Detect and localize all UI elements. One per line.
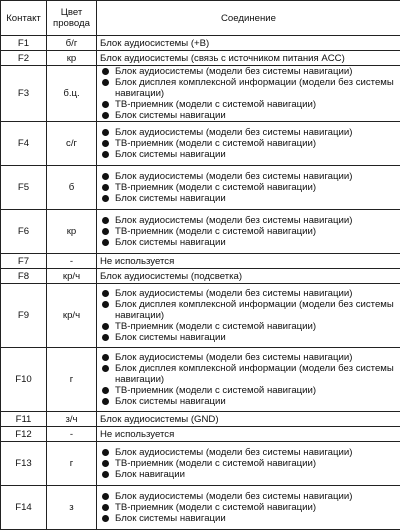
header-row (1, 1, 400, 36)
table-row (1, 269, 400, 284)
list-item: Блок системы навигации (100, 149, 397, 160)
table-row (1, 486, 400, 530)
list-item: ТВ-приемник (модели с системой навигации) (100, 138, 397, 149)
list-item: Блок аудиосистемы (модели без системы навигации) (100, 66, 397, 77)
contact-cell: F8 (1, 269, 47, 284)
wire-color-cell: кр/ч (47, 269, 97, 284)
connection-cell (97, 166, 400, 210)
connection-cell (97, 66, 400, 122)
table-row (1, 210, 400, 254)
list-item: Блок дисплея комплексной информации (модели без системы навигации) (100, 299, 397, 321)
wire-color-cell: кр (47, 210, 97, 254)
list-item: Блок системы навигации (100, 237, 397, 248)
table-row (1, 427, 400, 442)
list-item: ТВ-приемник (модели с системой навигации) (100, 99, 397, 110)
list-item: Блок аудиосистемы (модели без системы навигации) (100, 215, 397, 226)
table-row (1, 166, 400, 210)
connection-cell (97, 284, 400, 348)
connection-cell (97, 348, 400, 412)
contact-cell: F5 (1, 166, 47, 210)
contact-cell: F13 (1, 442, 47, 486)
table-row (1, 36, 400, 51)
table-body (1, 36, 400, 530)
contact-cell: F10 (1, 348, 47, 412)
list-item: Блок системы навигации (100, 396, 397, 407)
table-row (1, 254, 400, 269)
contact-cell: F4 (1, 122, 47, 166)
table-row (1, 348, 400, 412)
contact-cell: F6 (1, 210, 47, 254)
table-row (1, 51, 400, 66)
connection-list (100, 288, 397, 343)
connection-list (100, 66, 397, 121)
wire-color-cell: - (47, 427, 97, 442)
list-item: ТВ-приемник (модели с системой навигации) (100, 226, 397, 237)
list-item: Блок системы навигации (100, 513, 397, 524)
wire-color-cell: г (47, 442, 97, 486)
wire-color-cell: б (47, 166, 97, 210)
contact-cell: F3 (1, 66, 47, 122)
wire-color-cell: б.ц. (47, 66, 97, 122)
table-row (1, 66, 400, 122)
list-item: ТВ-приемник (модели с системой навигации) (100, 458, 397, 469)
table-row (1, 412, 400, 427)
table-row (1, 284, 400, 348)
wire-color-cell: кр (47, 51, 97, 66)
list-item: Блок аудиосистемы (модели без системы навигации) (100, 288, 397, 299)
list-item: ТВ-приемник (модели с системой навигации) (100, 321, 397, 332)
contact-cell: F2 (1, 51, 47, 66)
wire-color-cell: - (47, 254, 97, 269)
wire-color-cell: з (47, 486, 97, 530)
list-item: Блок аудиосистемы (модели без системы навигации) (100, 171, 397, 182)
list-item: Блок системы навигации (100, 193, 397, 204)
wire-color-cell: кр/ч (47, 284, 97, 348)
list-item: ТВ-приемник (модели с системой навигации) (100, 502, 397, 513)
connection-cell: Не используется (97, 254, 400, 269)
connection-cell (97, 486, 400, 530)
contact-cell: F12 (1, 427, 47, 442)
contact-cell: F9 (1, 284, 47, 348)
connection-cell: Блок аудиосистемы (+B) (97, 36, 400, 51)
list-item: Блок системы навигации (100, 332, 397, 343)
contact-cell: F14 (1, 486, 47, 530)
wire-color-cell: г (47, 348, 97, 412)
list-item: ТВ-приемник (модели с системой навигации) (100, 385, 397, 396)
table-row (1, 122, 400, 166)
list-item: ТВ-приемник (модели с системой навигации) (100, 182, 397, 193)
connection-cell: Не используется (97, 427, 400, 442)
list-item: Блок аудиосистемы (модели без системы навигации) (100, 352, 397, 363)
connection-list (100, 127, 397, 160)
connection-cell: Блок аудиосистемы (подсветка) (97, 269, 400, 284)
connection-cell: Блок аудиосистемы (связь с источником питания ACC) (97, 51, 400, 66)
connection-cell (97, 210, 400, 254)
wire-color-cell: з/ч (47, 412, 97, 427)
connection-list (100, 352, 397, 407)
header-contact: Контакт (1, 1, 47, 36)
contact-cell: F7 (1, 254, 47, 269)
connection-list (100, 171, 397, 204)
list-item: Блок навигации (100, 469, 397, 480)
connection-cell (97, 122, 400, 166)
connection-cell (97, 442, 400, 486)
connection-cell: Блок аудиосистемы (GND) (97, 412, 400, 427)
list-item: Блок дисплея комплексной информации (модели без системы навигации) (100, 363, 397, 385)
table-row (1, 442, 400, 486)
wire-color-cell: б/г (47, 36, 97, 51)
contact-cell: F11 (1, 412, 47, 427)
contact-cell: F1 (1, 36, 47, 51)
header-connection: Соединение (97, 1, 400, 36)
header-wire-color: Цвет провода (47, 1, 97, 36)
list-item: Блок аудиосистемы (модели без системы навигации) (100, 491, 397, 502)
connection-list (100, 447, 397, 480)
wire-color-cell: с/г (47, 122, 97, 166)
list-item: Блок аудиосистемы (модели без системы навигации) (100, 447, 397, 458)
connection-list (100, 491, 397, 524)
list-item: Блок аудиосистемы (модели без системы навигации) (100, 127, 397, 138)
list-item: Блок системы навигации (100, 110, 397, 121)
list-item: Блок дисплея комплексной информации (модели без системы навигации) (100, 77, 397, 99)
connection-list (100, 215, 397, 248)
